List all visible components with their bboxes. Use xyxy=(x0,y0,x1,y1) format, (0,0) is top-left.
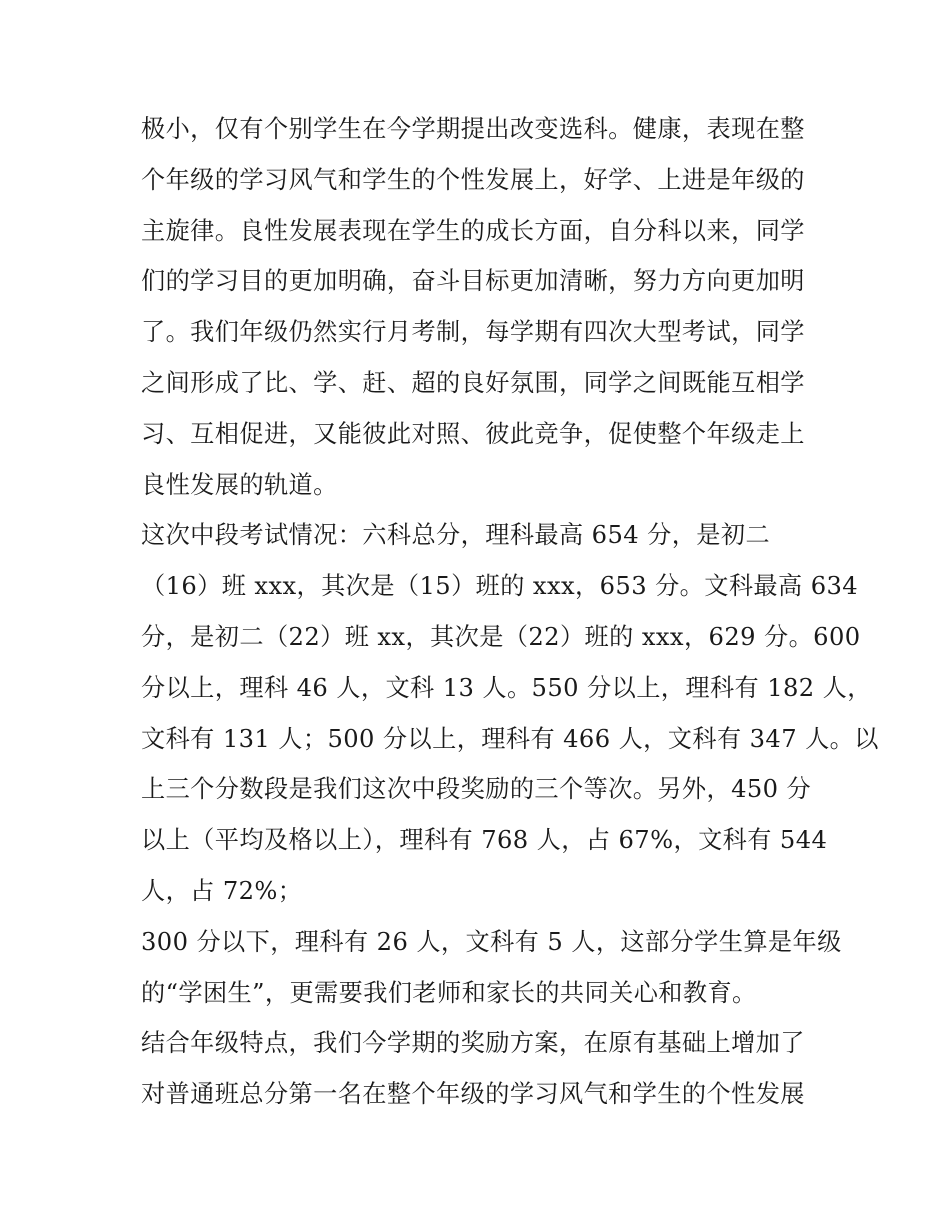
text-line: 分，是初二（22）班 xx，其次是（22）班的 xxx，629 分。600 xyxy=(141,622,861,651)
text-line: 的“学困生”，更需要我们老师和家长的共同关心和教育。 xyxy=(141,978,757,1007)
text-line: 分以上，理科 46 人，文科 13 人。550 分以上，理科有 182 人， xyxy=(141,673,872,702)
text-line: 这次中段考试情况：六科总分，理科最高 654 分，是初二 xyxy=(141,521,771,550)
text-line: 良性发展的轨道。 xyxy=(141,470,338,499)
text-line: 对普通班总分第一名在整个年级的学习风气和学生的个性发展 xyxy=(141,1080,805,1109)
text-line: 上三个分数段是我们这次中段奖励的三个等次。另外，450 分 xyxy=(141,775,812,804)
text-line: 文科有 131 人；500 分以上，理科有 466 人，文科有 347 人。以 xyxy=(141,724,879,753)
body-text xyxy=(141,104,879,1120)
text-line: 主旋律。良性发展表现在学生的成长方面，自分科以来，同学 xyxy=(141,216,805,245)
text-line: 了。我们年级仍然实行月考制，每学期有四次大型考试，同学 xyxy=(141,318,805,347)
text-line: 习、互相促进，又能彼此对照、彼此竞争，促使整个年级走上 xyxy=(141,419,805,448)
text-line: 之间形成了比、学、赶、超的良好氛围，同学之间既能互相学 xyxy=(141,368,805,397)
text-line: 们的学习目的更加明确，奋斗目标更加清晰，努力方向更加明 xyxy=(141,267,805,296)
text-line: （16）班 xxx，其次是（15）班的 xxx，653 分。文科最高 634 xyxy=(141,572,859,601)
text-line: 结合年级特点，我们今学期的奖励方案，在原有基础上增加了 xyxy=(141,1029,805,1058)
text-line: 个年级的学习风气和学生的个性发展上，好学、上进是年级的 xyxy=(141,165,805,194)
text-line: 人，占 72%； xyxy=(141,876,303,905)
text-line: 300 分以下，理科有 26 人，文科有 5 人，这部分学生算是年级 xyxy=(141,927,842,956)
text-line: 极小，仅有个别学生在今学期提出改变选科。健康，表现在整 xyxy=(141,115,805,143)
text-line: 以上（平均及格以上），理科有 768 人，占 67%，文科有 544 xyxy=(141,826,828,855)
